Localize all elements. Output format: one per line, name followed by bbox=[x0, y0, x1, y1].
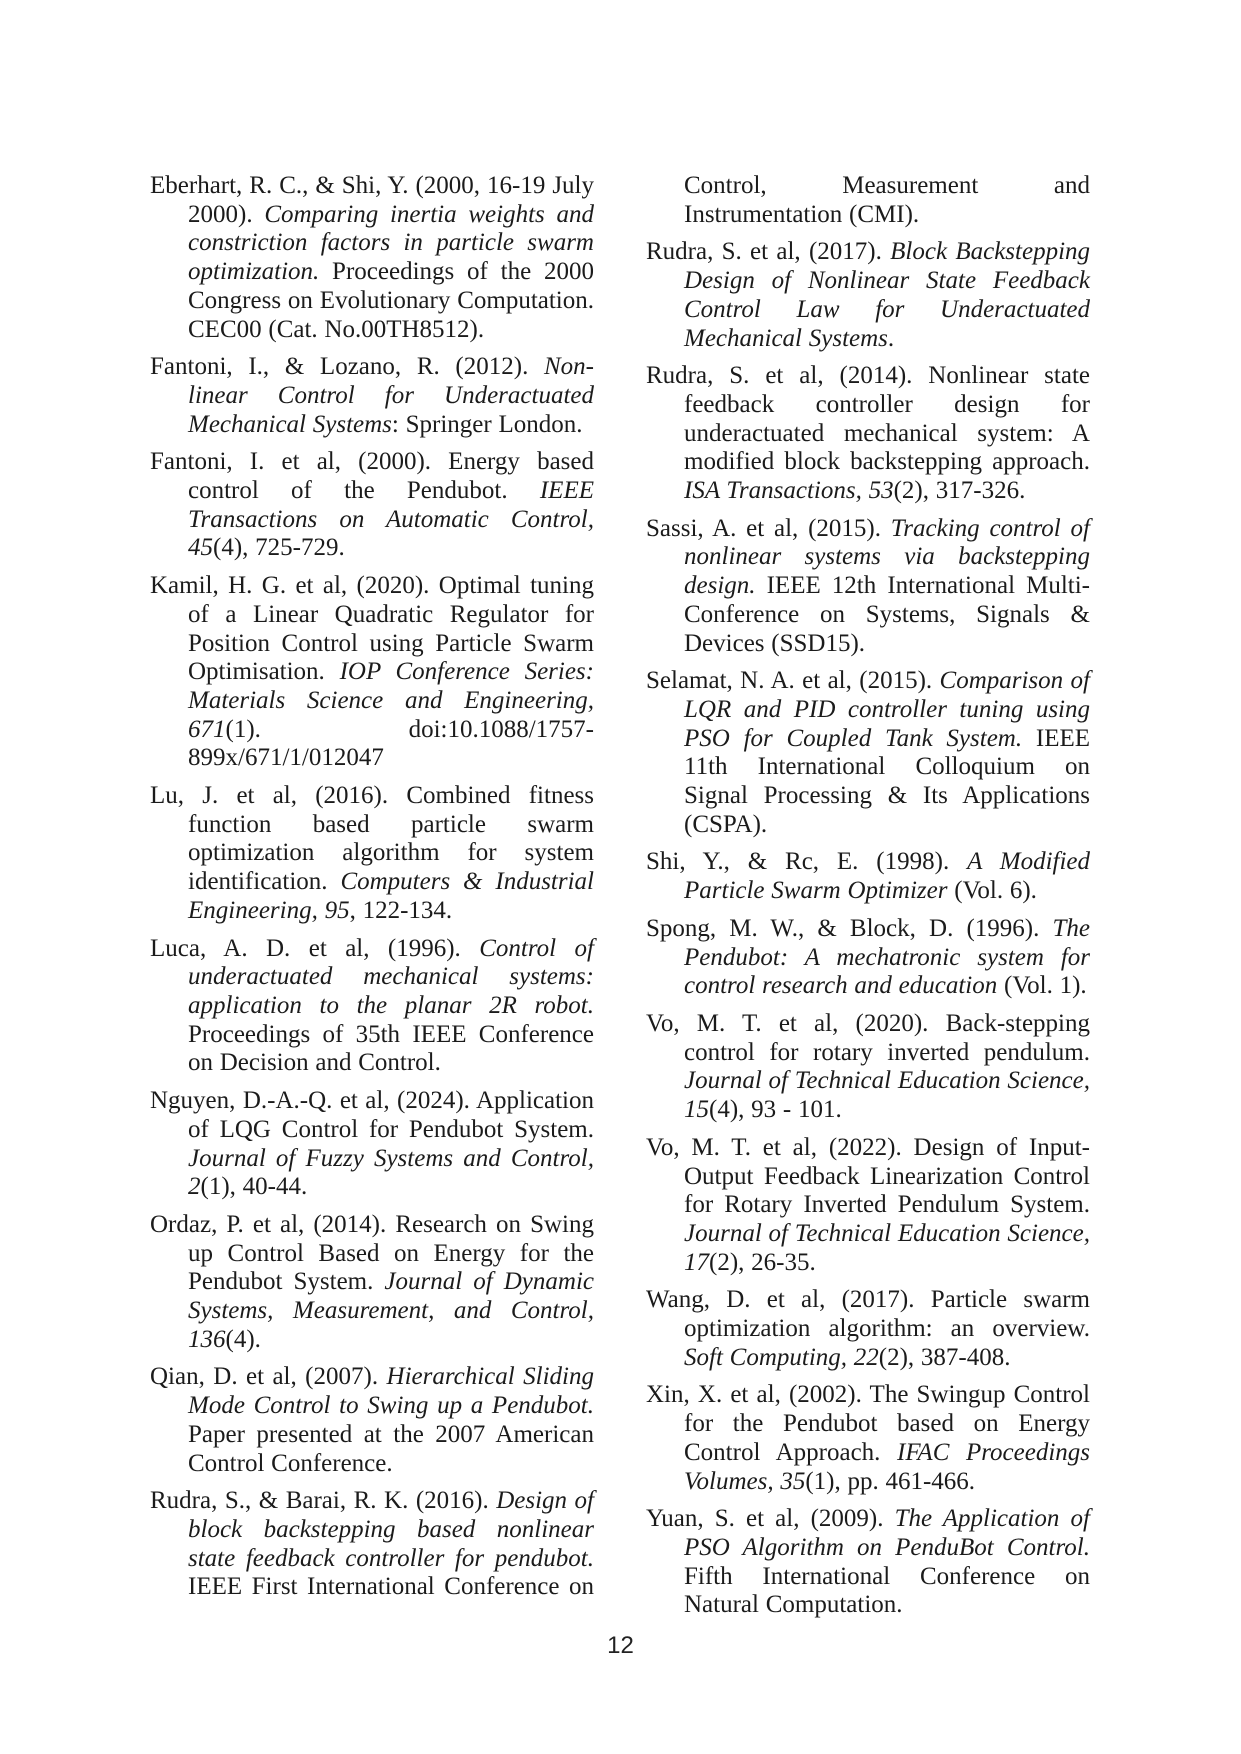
reference-entry-selamat-2015 bbox=[646, 667, 1090, 839]
reference-entry-rudra-barai-2016 bbox=[150, 1487, 594, 1602]
roman-text-run: Luca, A. D. et al, (1996). bbox=[150, 934, 480, 962]
roman-text-run: Ordaz, P. et al, (2014). Research on Swing up Control Based on Energy for the Pendubot System. bbox=[150, 1210, 594, 1296]
reference-entry-fantoni-lozano-2012 bbox=[150, 353, 594, 439]
roman-text-run: Lu, J. et al, (2016). Combined fitness function based particle swarm optimization algorithm for system identification. bbox=[150, 782, 594, 896]
roman-text-run: Kamil, H. G. et al, (2020). Optimal tuning of a Linear Quadratic Regulator for Position Control using Particle Swarm Optimisation. bbox=[150, 572, 594, 686]
roman-text-run: Control, Measurement and Instrumentation (CMI). bbox=[684, 172, 1090, 228]
italic-text-run: Control of underactuated mechanical systems: application to the planar 2R robot. bbox=[188, 934, 594, 1019]
roman-text-run: Rudra, S., & Barai, R. K. (2016). bbox=[150, 1487, 497, 1515]
italic-text-run: Soft Computing, 22 bbox=[684, 1343, 879, 1371]
italic-text-run: Journal of Fuzzy Systems and Control, 2 bbox=[188, 1144, 594, 1201]
references-column-left bbox=[150, 172, 594, 1611]
roman-text-run: . bbox=[887, 324, 895, 352]
roman-text-run: IEEE First International Conference on bbox=[188, 1573, 594, 1601]
italic-text-run: Hierarchical Sliding Mode Control to Swing up a Pendubot. bbox=[188, 1363, 594, 1420]
roman-text-run: Selamat, N. A. et al, (2015). bbox=[646, 667, 940, 695]
reference-entry-nguyen-2024 bbox=[150, 1087, 594, 1202]
roman-text-run: (1), pp. 461-466. bbox=[805, 1467, 976, 1495]
roman-text-run: Eberhart, R. C., & Shi, Y. (2000, 16-19 July 2000). bbox=[150, 172, 594, 228]
roman-text-run: Fantoni, I., & Lozano, R. (2012). bbox=[150, 353, 544, 381]
roman-text-run: Shi, Y., & Rc, E. (1998). bbox=[646, 848, 968, 876]
roman-text-run: Yuan, S. et al, (2009). bbox=[646, 1505, 895, 1533]
italic-text-run: Journal of Technical Education Science, 15 bbox=[684, 1067, 1090, 1124]
italic-text-run: IOP Conference Series: Materials Science and Engineering, 671 bbox=[188, 658, 594, 743]
italic-text-run: A Modified Particle Swarm Optimizer bbox=[684, 848, 1090, 905]
page-number: 12 bbox=[607, 1632, 634, 1659]
italic-text-run: Design of block backstepping based nonlinear state feedback controller for pendubot. bbox=[188, 1487, 594, 1572]
roman-text-run: Spong, M. W., & Block, D. (1996). bbox=[646, 914, 1053, 942]
roman-text-run: Wang, D. et al, (2017). Particle swarm optimization algorithm: an overview. bbox=[646, 1286, 1090, 1343]
roman-text-run: (4), 725-729. bbox=[213, 534, 345, 562]
roman-text-run: Vo, M. T. et al, (2022). Design of Input-Output Feedback Linearization Control for Rotary Inverted Pendulum System. bbox=[646, 1133, 1090, 1219]
italic-text-run: Computers & Industrial Engineering, 95 bbox=[188, 868, 595, 924]
italic-text-run: The Application of PSO Algorithm on PenduBot Control. bbox=[684, 1505, 1090, 1561]
reference-entry-ordaz-2014 bbox=[150, 1211, 594, 1355]
roman-text-run: Rudra, S. et al, (2017). bbox=[646, 238, 891, 266]
reference-entry-qian-2007 bbox=[150, 1363, 594, 1478]
reference-entry-yuan-2009 bbox=[646, 1505, 1090, 1620]
roman-text-run: (4), 93 - 101. bbox=[709, 1096, 842, 1124]
reference-entry-rudra-2017 bbox=[646, 238, 1090, 353]
roman-text-run: , 122-134. bbox=[349, 896, 453, 924]
italic-text-run: Comparing inertia weights and constriction factors in particle swarm optimization. bbox=[188, 200, 595, 286]
roman-text-run: Fantoni, I. et al, (2000). Energy based control of the Pendubot. bbox=[150, 448, 594, 505]
roman-text-run: (Vol. 1). bbox=[997, 972, 1087, 1000]
reference-entry-lu-2016 bbox=[150, 782, 594, 926]
reference-entry-vo-2022 bbox=[646, 1134, 1090, 1278]
reference-entry-sassi-2015 bbox=[646, 515, 1090, 659]
roman-text-run: Xin, X. et al, (2002). The Swingup Control for the Pendubot based on Energy Control Approach. bbox=[646, 1381, 1090, 1466]
roman-text-run: Proceedings of 35th IEEE Conference on Decision and Control. bbox=[188, 1020, 594, 1077]
reference-entry-vo-2020 bbox=[646, 1010, 1090, 1125]
roman-text-run: (1), 40-44. bbox=[200, 1173, 308, 1201]
reference-entry-luca-1996 bbox=[150, 935, 594, 1079]
roman-text-run: IEEE 12th International Multi-Conference on Systems, Signals & Devices (SSD15). bbox=[684, 572, 1090, 657]
roman-text-run: Fifth International Conference on Natural Computation. bbox=[684, 1562, 1090, 1619]
roman-text-run: (2), 26-35. bbox=[709, 1248, 816, 1276]
roman-text-run: Sassi, A. et al, (2015). bbox=[646, 514, 891, 542]
roman-text-run: Proceedings of the 2000 Congress on Evolutionary Computation. CEC00 (Cat. No.00TH8512). bbox=[188, 258, 594, 343]
italic-text-run: Non-linear Control for Underactuated Mechanical Systems bbox=[188, 353, 594, 438]
roman-text-run: (4). bbox=[225, 1325, 261, 1353]
roman-text-run: Paper presented at the 2007 American Control Conference. bbox=[188, 1420, 594, 1477]
reference-entry-xin-2002 bbox=[646, 1381, 1090, 1496]
italic-text-run: Comparison of LQR and PID controller tuning using PSO for Coupled Tank System. bbox=[684, 667, 1090, 752]
roman-text-run: (2), 317-326. bbox=[893, 477, 1026, 505]
roman-text-run: IEEE 11th International Colloquium on Signal Processing & Its Applications (CSPA). bbox=[684, 724, 1091, 838]
reference-entry-rudra-2014 bbox=[646, 362, 1090, 506]
italic-text-run: Journal of Dynamic Systems, Measurement, and Control, 136 bbox=[188, 1268, 594, 1353]
italic-text-run: ISA Transactions, 53 bbox=[684, 477, 894, 505]
roman-text-run: (2), 387-408. bbox=[878, 1343, 1011, 1371]
roman-text-run: Vo, M. T. et al, (2020). Back-stepping control for rotary inverted pendulum. bbox=[646, 1009, 1090, 1066]
reference-entry-kamil-2020 bbox=[150, 572, 594, 773]
reference-entry-eberhart-shi-2000 bbox=[150, 172, 594, 344]
reference-entry-rudra-barai-2016-continuation bbox=[646, 172, 1090, 229]
reference-entry-wang-2017 bbox=[646, 1286, 1090, 1372]
roman-text-run: Qian, D. et al, (2007). bbox=[150, 1363, 387, 1391]
roman-text-run: : Springer London. bbox=[391, 410, 583, 438]
italic-text-run: The Pendubot: A mechatronic system for control research and education bbox=[684, 914, 1090, 1000]
italic-text-run: IFAC Proceedings Volumes, 35 bbox=[684, 1438, 1091, 1495]
roman-text-run: (Vol. 6). bbox=[947, 877, 1037, 905]
reference-entry-shi-rc-1998 bbox=[646, 848, 1090, 905]
reference-entry-spong-block-1996 bbox=[646, 915, 1090, 1001]
italic-text-run: Journal of Technical Education Science, 17 bbox=[684, 1219, 1090, 1276]
references-column-right bbox=[646, 172, 1090, 1629]
roman-text-run: Rudra, S. et al, (2014). Nonlinear state feedback controller design for underactuated mechanical system: A modified block backstepping approach. bbox=[646, 362, 1090, 476]
roman-text-run: Nguyen, D.-A.-Q. et al, (2024). Application of LQG Control for Pendubot System. bbox=[150, 1087, 594, 1143]
reference-entry-fantoni-2000 bbox=[150, 448, 594, 563]
italic-text-run: Tracking control of nonlinear systems via backstepping design. bbox=[684, 514, 1090, 600]
italic-text-run: IEEE Transactions on Automatic Control, 45 bbox=[188, 477, 594, 562]
italic-text-run: Block Backstepping Design of Nonlinear State Feedback Control Law for Underactuated Mechanical Systems bbox=[684, 238, 1091, 352]
roman-text-run: (1). doi:10.1088/1757-899x/671/1/012047 bbox=[188, 715, 594, 772]
